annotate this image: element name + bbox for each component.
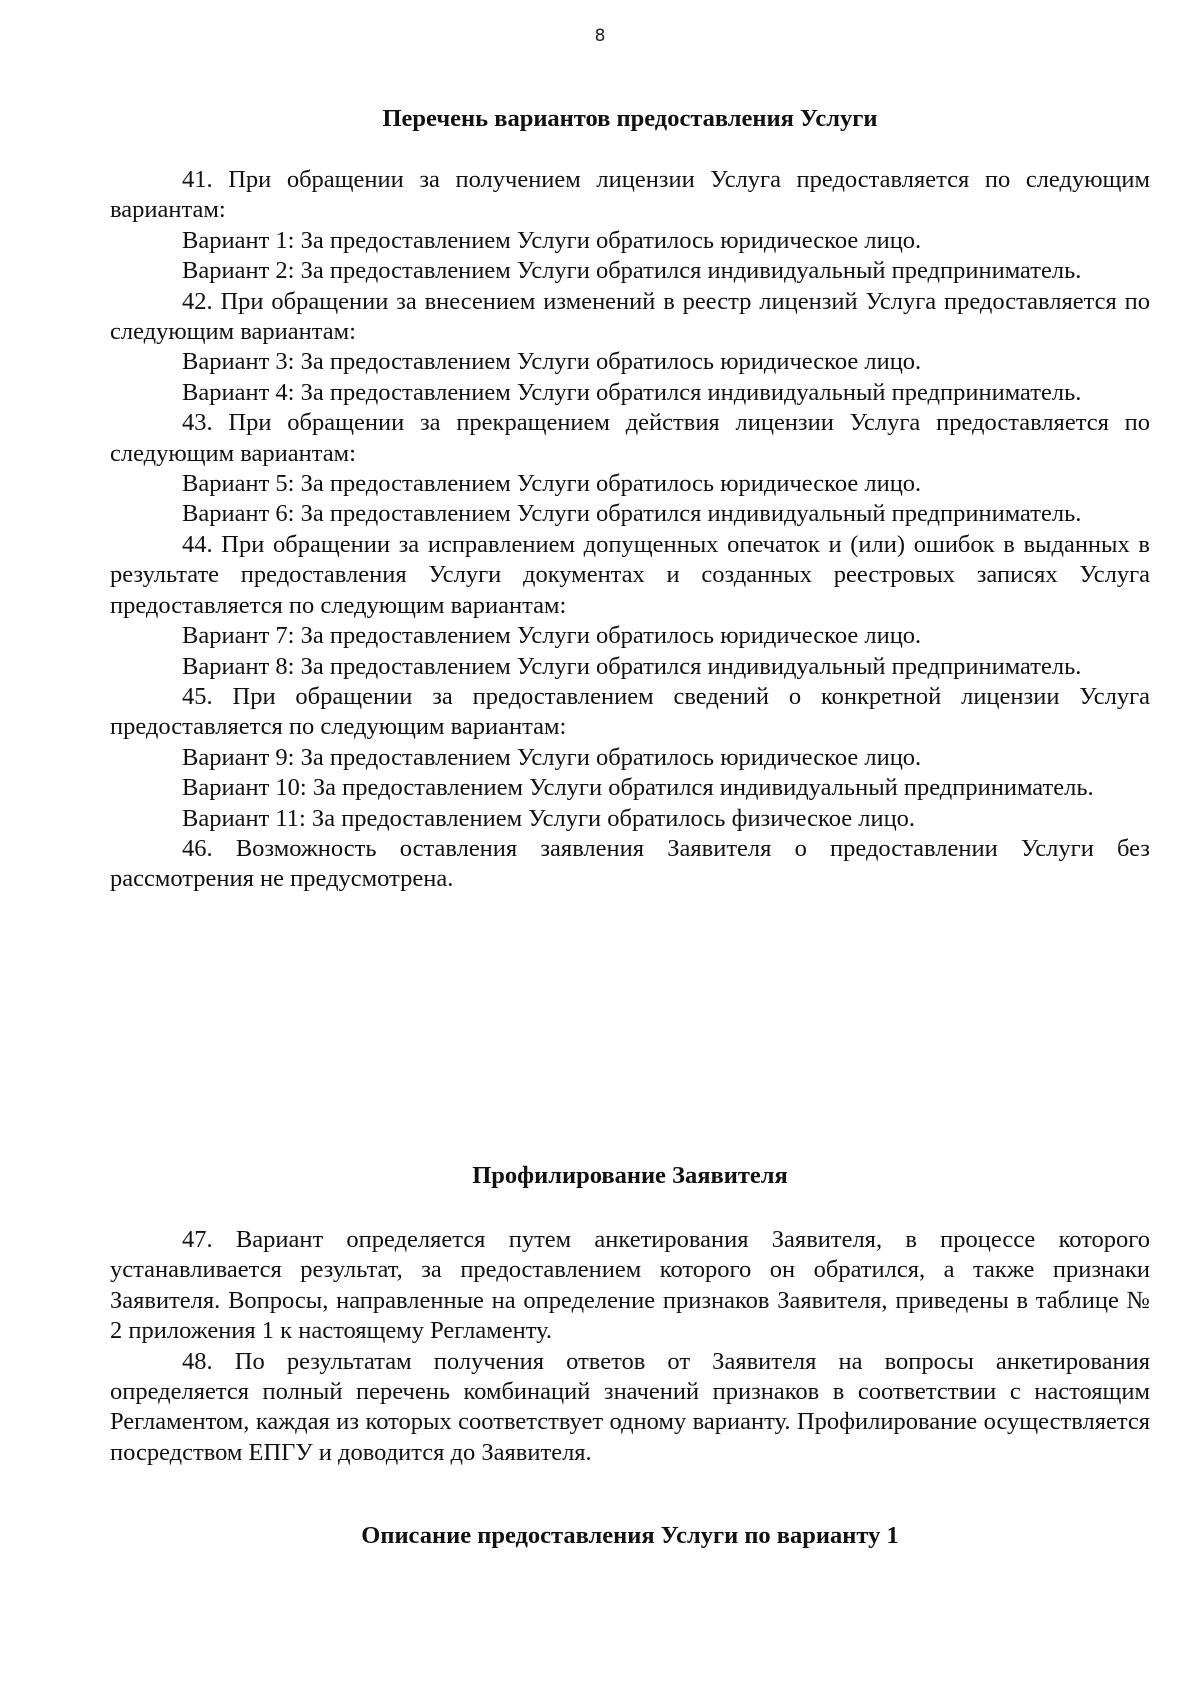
paragraph-45: 45. При обращении за предоставлением сведений о конкретной лицензии Услуга предоставляется по следующим вариантам: [110,682,1150,741]
variant-6: Вариант 6: За предоставлением Услуги обратился индивидуальный предприниматель. [182,500,1082,528]
variant-4: Вариант 4: За предоставлением Услуги обратился индивидуальный предприниматель. [182,378,1082,406]
page-number: 8 [594,26,606,46]
section-profiling-body [110,1225,1150,1468]
variant-1: Вариант 1: За предоставлением Услуги обратилось юридическое лицо. [182,226,922,254]
paragraph-41: 41. При обращении за получением лицензии Услуга предоставляется по следующим вариантам: [110,166,1150,224]
variant-2: Вариант 2: За предоставлением Услуги обратился индивидуальный предприниматель. [182,257,1082,285]
paragraph-42: 42. При обращении за внесением изменений в реестр лицензий Услуга предоставляется по следующим вариантам: [110,287,1150,346]
paragraph-47: 47. Вариант определяется путем анкетирования Заявителя, в процессе которого устанавливается результат, за предоставлением которого он обратился, а также признаки Заявителя. Вопросы, направленные на определение признаков Заявителя, приведены в таблице № 2 приложения 1 к настоящему Регламенту. [110,1226,1150,1345]
paragraph-48: 48. По результатам получения ответов от Заявителя на вопросы анкетирования определяется полный перечень комбинаций значений признаков в соответствии с настоящим Регламентом, каждая из которых соответствует одному варианту. Профилирование осуществляется посредством ЕПГУ и доводится до Заявителя. [110,1347,1150,1466]
section-heading-variants: Перечень вариантов предоставления Услуги [382,105,878,132]
paragraph-46: 46. Возможность оставления заявления Заявителя о предоставлении Услуги без рассмотрения не предусмотрена. [110,834,1150,893]
section-heading-profiling: Профилирование Заявителя [472,1162,788,1189]
variant-8: Вариант 8: За предоставлением Услуги обратился индивидуальный предприниматель. [182,652,1082,680]
variant-7: Вариант 7: За предоставлением Услуги обратилось юридическое лицо. [182,622,922,650]
section-variants-body [110,165,1150,895]
variant-10: Вариант 10: За предоставлением Услуги обратился индивидуальный предприниматель. [182,774,1094,802]
variant-9: Вариант 9: За предоставлением Услуги обратилось юридическое лицо. [182,743,922,771]
variant-3: Вариант 3: За предоставлением Услуги обратилось юридическое лицо. [182,348,922,376]
paragraph-44: 44. При обращении за исправлением допущенных опечаток и (или) ошибок в выданных в результате предоставления Услуги документах и созданных реестровых записях Услуга предоставляется по следующим вариантам: [110,530,1150,619]
paragraph-43: 43. При обращении за прекращением действия лицензии Услуга предоставляется по следующим вариантам: [110,409,1150,467]
variant-5: Вариант 5: За предоставлением Услуги обратилось юридическое лицо. [182,470,922,498]
section-heading-variant-1: Описание предоставления Услуги по варианту 1 [361,1522,899,1549]
variant-11: Вариант 11: За предоставлением Услуги обратилось физическое лицо. [182,804,916,832]
